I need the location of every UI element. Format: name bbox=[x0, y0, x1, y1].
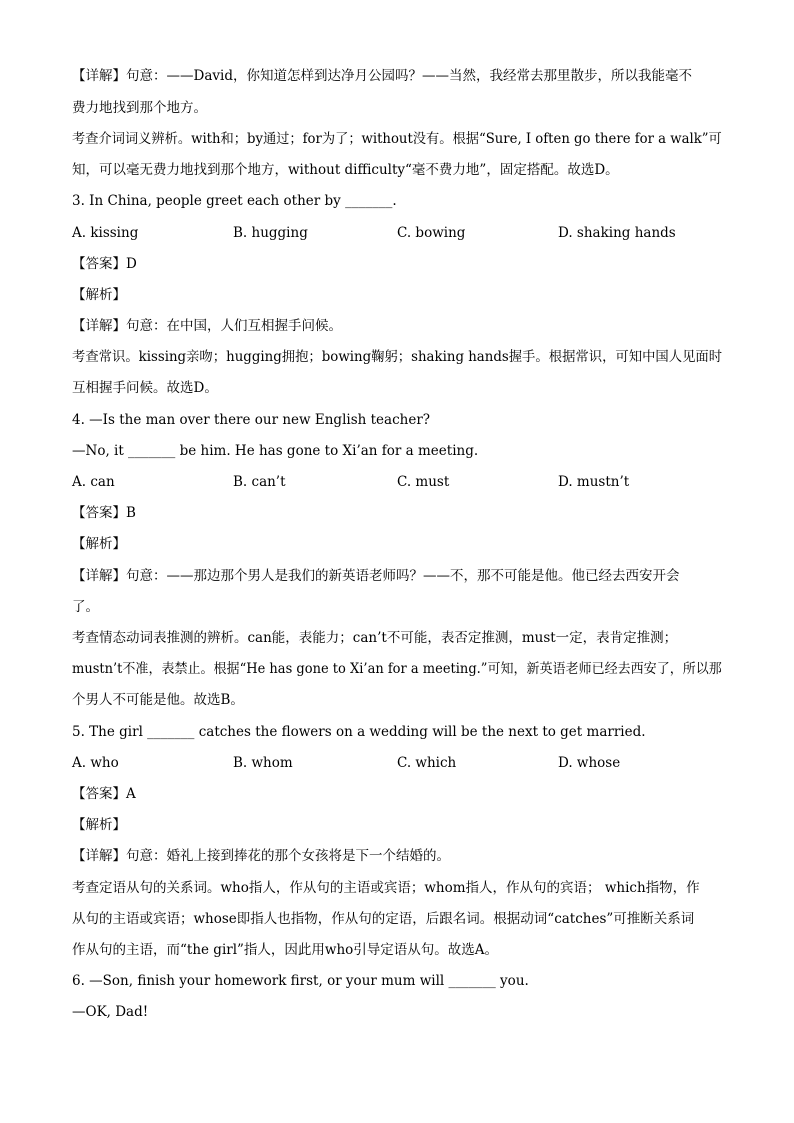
q5-option-d: D. whose bbox=[558, 755, 621, 771]
q4-options bbox=[72, 473, 732, 491]
q2-analysis-line2: 知，可以毫无费力地找到那个地方，without difficulty“毫不费力地”，固定搭配。故选D。 bbox=[72, 162, 619, 178]
q4-stem-line1: 4. —Is the man over there our new English teacher? bbox=[72, 412, 431, 428]
q4-analysis-line3: 个男人不可能是他。故选B。 bbox=[72, 692, 244, 708]
q4-option-d: D. mustn’t bbox=[558, 474, 630, 490]
q3-analysis-line2: 互相握手问候。故选D。 bbox=[72, 380, 218, 396]
q5-answer: 【答案】A bbox=[72, 786, 136, 802]
q4-analysis-heading: 【解析】 bbox=[72, 536, 126, 552]
q4-analysis-line2: mustn’t不准，表禁止。根据“He has gone to Xi’an for a meeting.”可知，新英语老师已经去西安了，所以那 bbox=[72, 661, 722, 677]
q4-analysis-line1: 考查情态动词表推测的辨析。can能，表能力；can’t不可能，表否定推测，must一定，表肯定推测； bbox=[72, 630, 678, 646]
q3-analysis-heading: 【解析】 bbox=[72, 287, 126, 303]
q5-analysis-line2: 从句的主语或宾语；whose即指人也指物，作从句的定语，后跟名词。根据动词“catches”可推断关系词 bbox=[72, 911, 695, 927]
q5-options bbox=[72, 754, 732, 772]
q5-analysis-heading: 【解析】 bbox=[72, 817, 126, 833]
q2-detail-line1: 【详解】句意：——David，你知道怎样到达净月公园吗？——当然，我经常去那里散步，所以我能毫不 bbox=[72, 68, 692, 84]
q6-stem-line2: —OK, Dad! bbox=[72, 1004, 149, 1020]
q4-answer: 【答案】B bbox=[72, 505, 136, 521]
q4-stem-line2: —No, it _______ be him. He has gone to Xi’an for a meeting. bbox=[72, 443, 479, 459]
q3-answer: 【答案】D bbox=[72, 256, 137, 272]
q4-option-b: B. can’t bbox=[233, 474, 286, 490]
q3-option-b: B. hugging bbox=[233, 225, 308, 241]
q3-options bbox=[72, 224, 732, 242]
q2-analysis-line1: 考查介词词义辨析。with和；by通过；for为了；without没有。根据“Sure, I often go there for a walk”可 bbox=[72, 131, 722, 147]
q5-option-b: B. whom bbox=[233, 755, 293, 771]
q5-stem: 5. The girl _______ catches the flowers on a wedding will be the next to get married. bbox=[72, 724, 646, 740]
q4-detail-line2: 了。 bbox=[72, 599, 99, 615]
q2-detail-line2: 费力地找到那个地方。 bbox=[72, 100, 207, 116]
q6-stem-line1: 6. —Son, finish your homework first, or your mum will _______ you. bbox=[72, 973, 529, 989]
q5-detail-line1: 【详解】句意：婚礼上接到捧花的那个女孩将是下一个结婚的。 bbox=[72, 848, 450, 864]
q3-option-c: C. bowing bbox=[397, 225, 466, 241]
q3-stem: 3. In China, people greet each other by _______. bbox=[72, 193, 397, 209]
q5-analysis-line1: 考查定语从句的关系词。who指人，作从句的主语或宾语；whom指人，作从句的宾语； which指物，作 bbox=[72, 880, 700, 896]
q3-option-a: A. kissing bbox=[72, 225, 139, 241]
q4-detail-line1: 【详解】句意：——那边那个男人是我们的新英语老师吗？——不，那不可能是他。他已经去西安开会 bbox=[72, 568, 680, 584]
q5-option-c: C. which bbox=[397, 755, 457, 771]
q5-option-a: A. who bbox=[72, 755, 119, 771]
q3-option-d: D. shaking hands bbox=[558, 225, 676, 241]
q4-option-c: C. must bbox=[397, 474, 450, 490]
q3-analysis-line1: 考查常识。kissing亲吻；hugging拥抱；bowing鞠躬；shaking hands握手。根据常识，可知中国人见面时 bbox=[72, 349, 723, 365]
q5-analysis-line3: 作从句的主语，而“the girl”指人，因此用who引导定语从句。故选A。 bbox=[72, 942, 499, 958]
q4-option-a: A. can bbox=[72, 474, 115, 490]
q3-detail-line1: 【详解】句意：在中国，人们互相握手问候。 bbox=[72, 318, 342, 334]
